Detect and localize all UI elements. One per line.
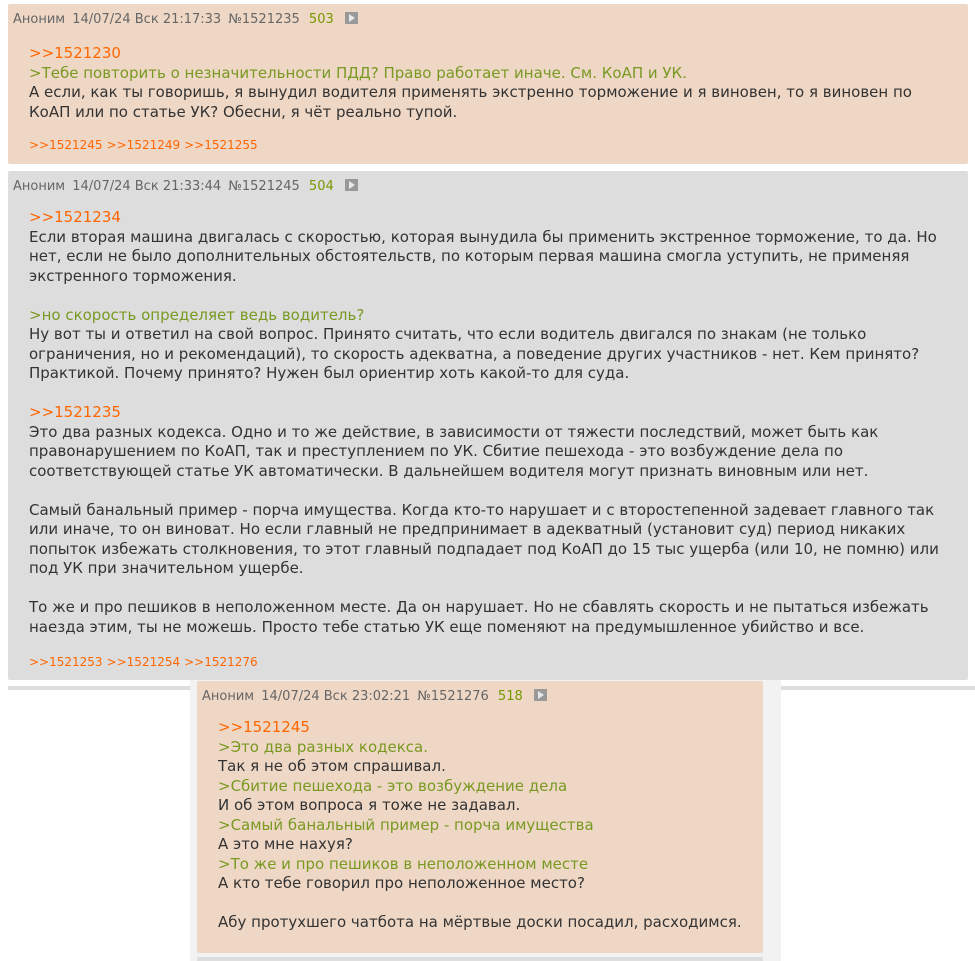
post-1521235	[8, 4, 968, 164]
text-line: правонарушением по КоАП, так и преступлением по УК. Сбитие пешехода - это возбуждение дела по	[29, 442, 844, 460]
text-line: А это мне нахуя?	[218, 835, 353, 853]
reply-link[interactable]: >>1521230	[29, 44, 121, 62]
post-date: 14/07/24 Вск 21:17:33	[72, 12, 222, 27]
quote-line: >Самый банальный пример - порча имущества	[218, 815, 594, 834]
text-line: или иначе, то он виноват. Но если главный не предпринимает в адекватный (установит суд) период никаких	[29, 520, 906, 538]
backlink[interactable]: >>1521255	[184, 138, 258, 152]
reply-link[interactable]: >>1521235	[29, 403, 121, 421]
text-line: соответствующей статье УК автоматически. В дальнейшем водителя могут признать виновным или нет.	[29, 461, 869, 480]
popup-bottom-edge	[197, 957, 763, 961]
backlink[interactable]: >>1521249	[106, 138, 181, 152]
text-line: нет, если не было дополнительных обстоятельств, по которым первая машина смогла уступить, не применяя	[29, 247, 910, 265]
post-1521276	[197, 681, 763, 953]
text-line: Ну вот ты и ответил на свой вопрос. Принято считать, что если водитель двигался по знакам (не только	[29, 325, 867, 343]
play-icon[interactable]	[345, 12, 358, 24]
post-replies	[29, 138, 262, 152]
post-number: 504	[308, 179, 334, 194]
text-line: ограничения, но и рекомендаций), то скорость адекватна, а поведение других участников - нет. Кем принято?	[29, 344, 920, 363]
text-line: А кто тебе говорил про неположенное место?	[218, 874, 585, 892]
play-icon[interactable]	[345, 179, 358, 191]
quote-line: >Тебе повторить о незначительности ПДД? Право работает иначе. См. КоАП и УК.	[29, 63, 687, 82]
backlink[interactable]: >>1521276	[184, 655, 258, 669]
paragraph-gap	[218, 894, 758, 914]
text-line: Это два разных кодекса. Одно и то же действие, в зависимости от тяжести последствий, может быть как	[29, 422, 879, 441]
post-id[interactable]: №1521235	[228, 12, 300, 27]
post-header	[202, 689, 550, 705]
post-id[interactable]: №1521245	[228, 179, 300, 194]
text-line: экстренного торможения.	[29, 266, 237, 285]
post-author: Аноним	[202, 689, 255, 704]
text-line: То же и про пешиков в неположенном месте. Да он нарушает. Но не сбавлять скорость и не пытаться избежать	[29, 598, 929, 616]
paragraph-gap	[29, 481, 954, 501]
post-header	[13, 179, 361, 195]
paragraph-gap	[29, 286, 954, 306]
post-body	[29, 44, 954, 122]
text-line: попыток избежать столкновения, то этот главный подпадает под КоАП до 15 тыс ущерба (или 10, не помню) или	[29, 539, 939, 558]
quote-line: >То же и про пешиков в неположенном месте	[218, 854, 589, 873]
post-date: 14/07/24 Вск 23:02:21	[261, 689, 411, 704]
quote-line: >но скорость определяет ведь водитель?	[29, 305, 365, 324]
text-line: А если, как ты говоришь, я вынудил водителя применять экстренно торможение и я виновен, то я виновен по	[29, 83, 912, 101]
text-line: под УК при значительном ущербе.	[29, 559, 304, 577]
post-author: Аноним	[13, 179, 66, 194]
post-id[interactable]: №1521276	[417, 689, 489, 704]
post-replies	[29, 655, 262, 669]
text-line: КоАП или по статье УК? Обесни, я чёт реально тупой.	[29, 102, 458, 121]
text-line: наезда этим, ты не можешь. Просто тебе статью УК еще поменяют на предумышленное убийство и все.	[29, 617, 865, 636]
quote-line: >Это два разных кодекса.	[218, 737, 428, 756]
post-date: 14/07/24 Вск 21:33:44	[72, 179, 222, 194]
text-line: И об этом вопроса я тоже не задавал.	[218, 796, 521, 814]
post-number: 518	[497, 689, 523, 704]
text-line: Абу протухшего чатбота на мёртвые доски посадил, расходимся.	[218, 913, 742, 931]
paragraph-gap	[29, 384, 954, 404]
quote-line: >Сбитие пешехода - это возбуждение дела	[218, 776, 568, 795]
post-body	[29, 208, 954, 637]
post-1521245	[8, 171, 968, 680]
reply-link[interactable]: >>1521234	[29, 208, 121, 226]
backlink[interactable]: >>1521253	[29, 655, 103, 669]
text-line: Если вторая машина двигалась с скоростью, которая вынудила бы применить экстренное торможение, то да. Но	[29, 227, 937, 246]
post-author: Аноним	[13, 12, 66, 27]
post-body	[218, 718, 758, 933]
play-icon[interactable]	[534, 689, 547, 701]
reply-link[interactable]: >>1521245	[218, 718, 310, 736]
text-line: Самый банальный пример - порча имущества. Когда кто-то нарушает и с второстепенной задевает главного так	[29, 500, 935, 519]
paragraph-gap	[29, 579, 954, 599]
backlink[interactable]: >>1521245	[29, 138, 103, 152]
backlink[interactable]: >>1521254	[106, 655, 181, 669]
text-line: Так я не об этом спрашивал.	[218, 757, 446, 775]
text-line: Практикой. Почему принято? Нужен был ориентир хоть какой-то для суда.	[29, 364, 630, 382]
post-header	[13, 12, 361, 28]
post-number: 503	[308, 12, 334, 27]
